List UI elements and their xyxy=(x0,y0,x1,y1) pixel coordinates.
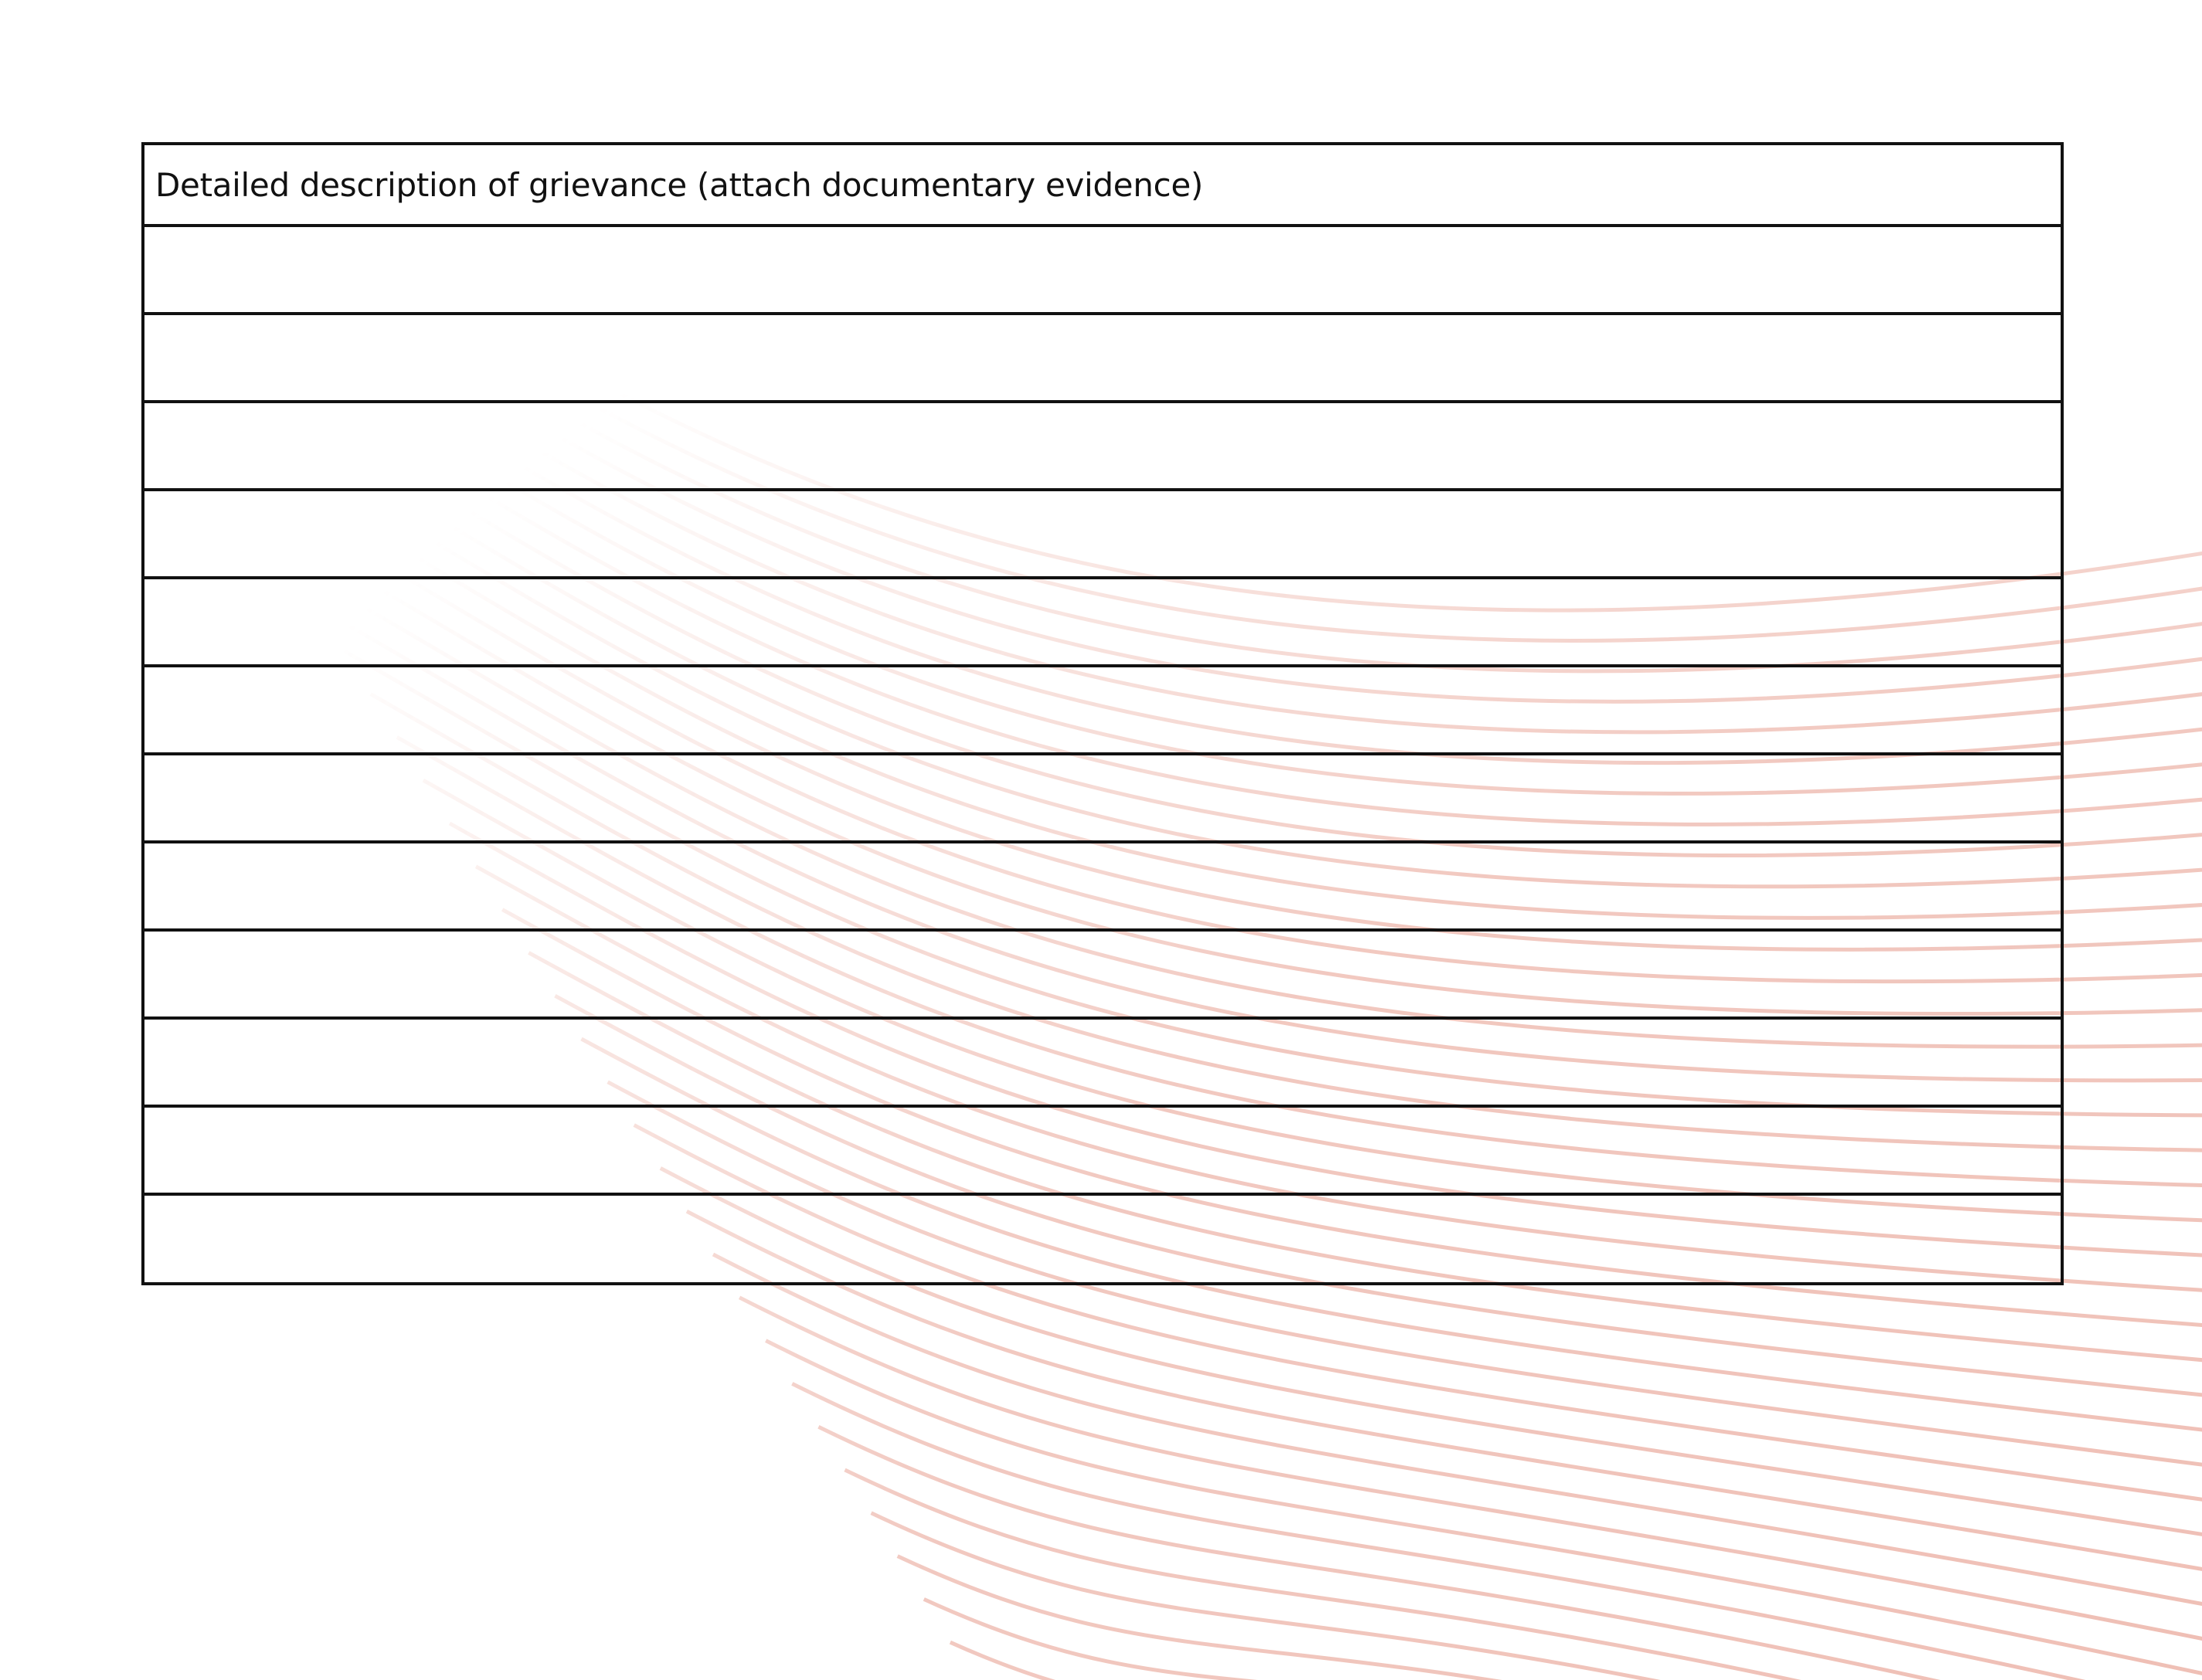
wave-line xyxy=(792,1383,2202,1680)
grievance-description-table xyxy=(141,142,2064,1285)
writing-line-row[interactable] xyxy=(144,667,2061,755)
writing-line-row[interactable] xyxy=(144,843,2061,932)
writing-line-row[interactable] xyxy=(144,755,2061,843)
wave-line xyxy=(818,1427,2202,1680)
writing-line-row[interactable] xyxy=(144,315,2061,403)
writing-line-row[interactable] xyxy=(144,579,2061,667)
writing-line-row[interactable] xyxy=(144,1196,2061,1282)
writing-line-row[interactable] xyxy=(144,227,2061,315)
wave-line xyxy=(739,1298,2202,1655)
wave-line xyxy=(872,1513,2202,1680)
wave-line xyxy=(950,1642,2202,1680)
table-header-cell xyxy=(144,145,2061,227)
writing-line-row[interactable] xyxy=(144,932,2061,1020)
wave-line xyxy=(924,1599,2202,1680)
writing-line-row[interactable] xyxy=(144,1108,2061,1196)
grievance-description-heading: Detailed description of grievance (attach documentary evidence) xyxy=(155,165,1204,204)
writing-line-row[interactable] xyxy=(144,403,2061,491)
writing-line-row[interactable] xyxy=(144,491,2061,579)
writing-line-row[interactable] xyxy=(144,1020,2061,1108)
writing-rows xyxy=(144,227,2061,1282)
